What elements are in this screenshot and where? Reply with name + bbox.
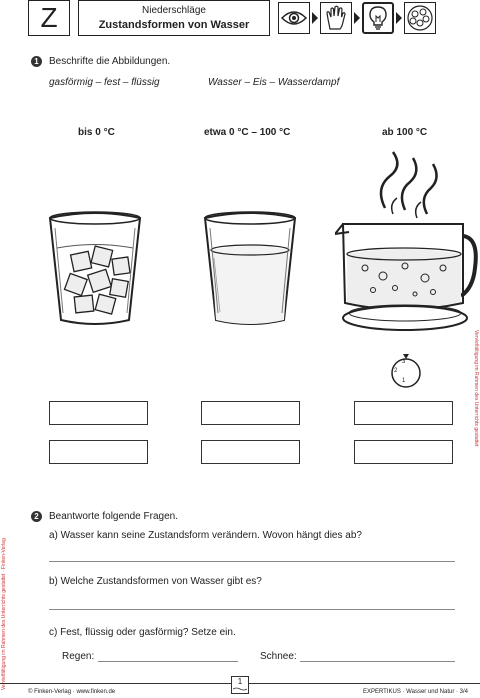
answer-box-ice-1[interactable] <box>49 401 148 425</box>
answer-box-steam-1[interactable] <box>354 401 453 425</box>
stove-knob-icon <box>383 350 429 390</box>
regen-label: Regen: <box>62 651 95 662</box>
temp-label-steam: ab 100 °C <box>382 127 428 138</box>
question-c: c) Fest, flüssig oder gasförmig? Setze ein. <box>49 627 236 638</box>
answer-box-steam-2[interactable] <box>354 440 453 464</box>
knob-mark-1: 1 <box>402 378 406 384</box>
task1-forms: Wasser – Eis – Wasserdampf <box>208 77 340 88</box>
hand-icon <box>320 2 352 34</box>
water-glass-illustration <box>200 208 300 328</box>
task1-states: gasförmig – fest – flüssig <box>49 77 160 88</box>
knob-mark-2: 2 <box>394 368 398 374</box>
eye-icon <box>278 2 310 34</box>
answer-line-a[interactable] <box>49 561 455 562</box>
arrow-icon <box>396 12 402 24</box>
question-a: a) Wasser kann seine Zustandsform verändern. Wovon hängt dies ab? <box>49 530 362 541</box>
schnee-answer-line[interactable] <box>300 661 455 662</box>
ice-glass-illustration <box>45 208 145 328</box>
side-copyright-left: Vervielfältigung im Rahmen des Unterrichts gestattet · Finken-Verlag <box>1 538 7 690</box>
knob-mark-3: 3 <box>402 359 406 365</box>
answer-box-water-1[interactable] <box>201 401 300 425</box>
arrow-icon <box>312 12 318 24</box>
task1-number: 1 <box>31 56 42 67</box>
footer-series: EXPERTIKUS · Wasser und Natur · 3/4 <box>362 689 468 695</box>
footer <box>0 677 480 698</box>
header-icon-row <box>278 0 436 36</box>
header-subtitle: Niederschläge <box>142 5 206 16</box>
schnee-label: Schnee: <box>260 651 297 662</box>
task2-instruction: Beantworte folgende Fragen. <box>49 511 178 522</box>
header <box>28 0 468 40</box>
answer-box-ice-2[interactable] <box>49 440 148 464</box>
answer-line-b[interactable] <box>49 609 455 610</box>
arrow-icon <box>354 12 360 24</box>
wave-icon <box>233 687 247 692</box>
page-number: 1 <box>237 677 243 686</box>
task2-number: 2 <box>31 511 42 522</box>
circles-icon <box>404 2 436 34</box>
header-title: Zustandsformen von Wasser <box>98 19 250 31</box>
regen-answer-line[interactable] <box>98 661 238 662</box>
task1-instruction: Beschrifte die Abbildungen. <box>49 56 171 67</box>
boiling-kettle-illustration <box>335 148 480 338</box>
answer-box-water-2[interactable] <box>201 440 300 464</box>
header-title-box <box>78 0 270 36</box>
temp-label-ice: bis 0 °C <box>78 127 115 138</box>
header-letter: Z <box>28 0 70 36</box>
footer-publisher: © Finken-Verlag · www.finken.de <box>28 689 116 695</box>
question-b: b) Welche Zustandsformen von Wasser gibt es? <box>49 576 262 587</box>
side-copyright-right: Vervielfältigung im Rahmen des Unterrichts gestattet <box>473 330 479 447</box>
bulb-icon <box>362 2 394 34</box>
footer-page-number <box>231 676 249 694</box>
temp-label-water: etwa 0 °C – 100 °C <box>204 127 291 138</box>
